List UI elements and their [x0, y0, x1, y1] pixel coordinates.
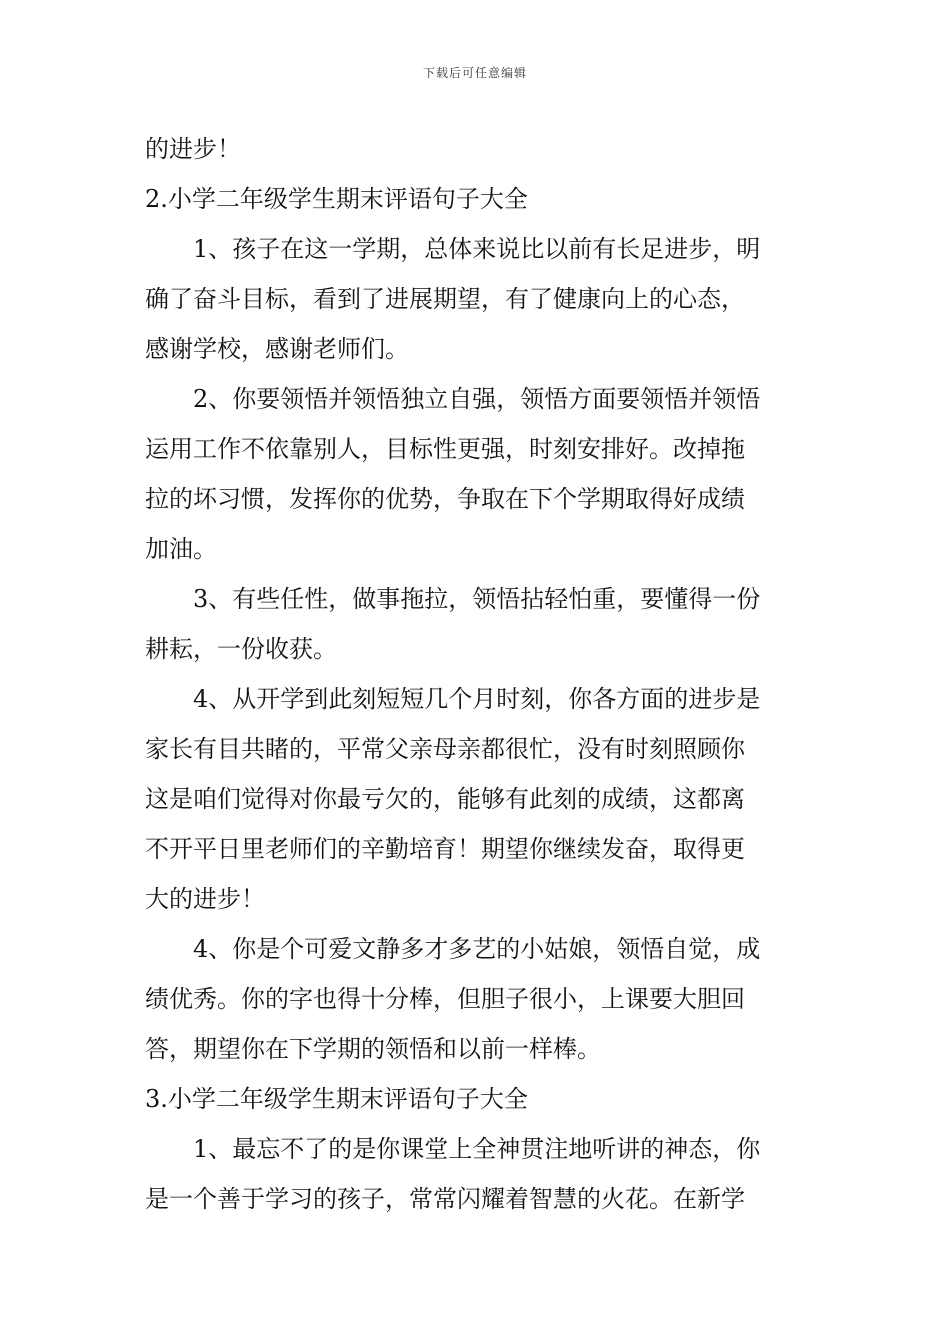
- text-line: 4、从开学到此刻短短几个月时刻，你各方面的进步是: [193, 685, 761, 713]
- text-line: 大的进步！: [145, 885, 265, 913]
- text-line: 拉的坏习惯，发挥你的优势，争取在下个学期取得好成绩: [145, 485, 745, 513]
- section-heading: 3.小学二年级学生期末评语句子大全: [145, 1085, 528, 1113]
- page-header-note: 下载后可任意编辑: [422, 66, 527, 80]
- text-line: 4、你是个可爱文静多才多艺的小姑娘，领悟自觉，成: [193, 935, 761, 963]
- text-line: 的进步！: [145, 135, 241, 163]
- text-line: 3、有些任性，做事拖拉，领悟拈轻怕重，要懂得一份: [193, 585, 761, 613]
- text-line: 是一个善于学习的孩子，常常闪耀着智慧的火花。在新学: [145, 1185, 745, 1213]
- text-line: 答，期望你在下学期的领悟和以前一样棒。: [145, 1035, 601, 1063]
- text-line: 1、孩子在这一学期，总体来说比以前有长足进步，明: [193, 235, 761, 263]
- text-line: 确了奋斗目标，看到了进展期望，有了健康向上的心态，: [145, 285, 745, 313]
- text-line: 家长有目共睹的，平常父亲母亲都很忙，没有时刻照顾你: [145, 735, 745, 763]
- text-line: 耕耘，一份收获。: [145, 635, 337, 663]
- section-heading: 2.小学二年级学生期末评语句子大全: [145, 185, 528, 213]
- text-line: 不开平日里老师们的辛勤培育！期望你继续发奋，取得更: [145, 835, 745, 863]
- text-line: 绩优秀。你的字也得十分棒，但胆子很小，上课要大胆回: [145, 985, 745, 1013]
- text-line: 2、你要领悟并领悟独立自强，领悟方面要领悟并领悟: [193, 385, 761, 413]
- document-body: [145, 124, 805, 1224]
- text-line: 加油。: [145, 535, 217, 563]
- text-line: 1、最忘不了的是你课堂上全神贯注地听讲的神态，你: [193, 1135, 761, 1163]
- text-line: 运用工作不依靠别人，目标性更强，时刻安排好。改掉拖: [145, 435, 745, 463]
- text-line: 感谢学校，感谢老师们。: [145, 335, 409, 363]
- text-line: 这是咱们觉得对你最亏欠的，能够有此刻的成绩，这都离: [145, 785, 745, 813]
